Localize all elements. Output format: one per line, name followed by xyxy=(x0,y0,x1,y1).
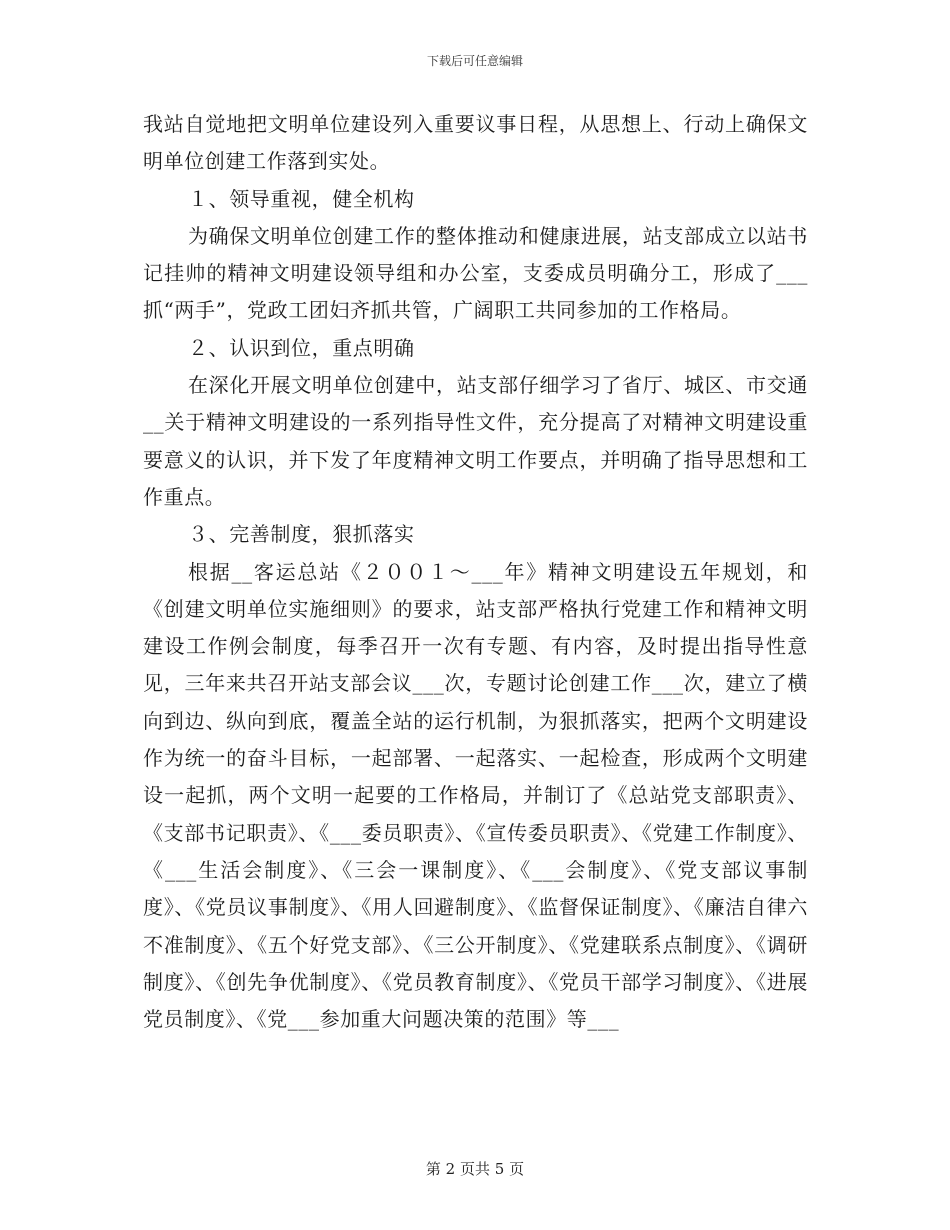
section-heading-1: １、领导重视，健全机构 xyxy=(188,186,415,211)
paragraph-section-1: 为确保文明单位创建工作的整体推动和健康进展，站支部成立以站书记挂帅的精神文明建设领导组和办公室，支委成员明确分工，形成了___抓“两手”，党政工团妇齐抓共管，广阔职工共同参加的工作格局。 xyxy=(143,223,808,323)
section-heading-2: ２、认识到位，重点明确 xyxy=(188,335,415,360)
page-footer: 第 2 页共 5 页 xyxy=(425,1160,525,1178)
paragraph-intro: 我站自觉地把文明单位建设列入重要议事日程，从思想上、行动上确保文明单位创建工作落到实处。 xyxy=(143,112,808,174)
page-header: 下载后可任意编辑 xyxy=(426,54,523,68)
document-body xyxy=(143,106,808,1038)
paragraph-section-3: 根据__客运总站《２００１～___年》精神文明建设五年规划，和《创建文明单位实施细则》的要求，站支部严格执行党建工作和精神文明建设工作例会制度，每季召开一次有专题、有内容，及时提出指导性意见，三年来共召开站支部会议___次，专题讨论创建工作___次，建立了横向到边、纵向到底，覆盖全站的运行机制，为狠抓落实，把两个文明建设作为统一的奋斗目标，一起部署、一起落实、一起检查，形成两个文明建设一起抓，两个文明一起要的工作格局，并制订了《总站党支部职责》、《支部书记职责》、《___委员职责》、《宣传委员职责》、《党建工作制度》、《___生活会制度》、《三会一课制度》、《___会制度》、《党支部议事制度》、《党员议事制度》、《用人回避制度》、《监督保证制度》、《廉洁自律六不准制度》、《五个好党支部》、《三公开制度》、《党建联系点制度》、《调研制度》、《创先争优制度》、《党员教育制度》、《党员干部学习制度》、《进展党员制度》、《党___参加重大问题决策的范围》等___ xyxy=(143,559,808,1032)
paragraph-section-2: 在深化开展文明单位创建中，站支部仔细学习了省厅、城区、市交通__关于精神文明建设的一系列指导性文件，充分提高了对精神文明建设重要意义的认识，并下发了年度精神文明工作要点，并明确了指导思想和工作重点。 xyxy=(143,373,808,509)
section-heading-3: ３、完善制度，狠抓落实 xyxy=(188,522,415,547)
